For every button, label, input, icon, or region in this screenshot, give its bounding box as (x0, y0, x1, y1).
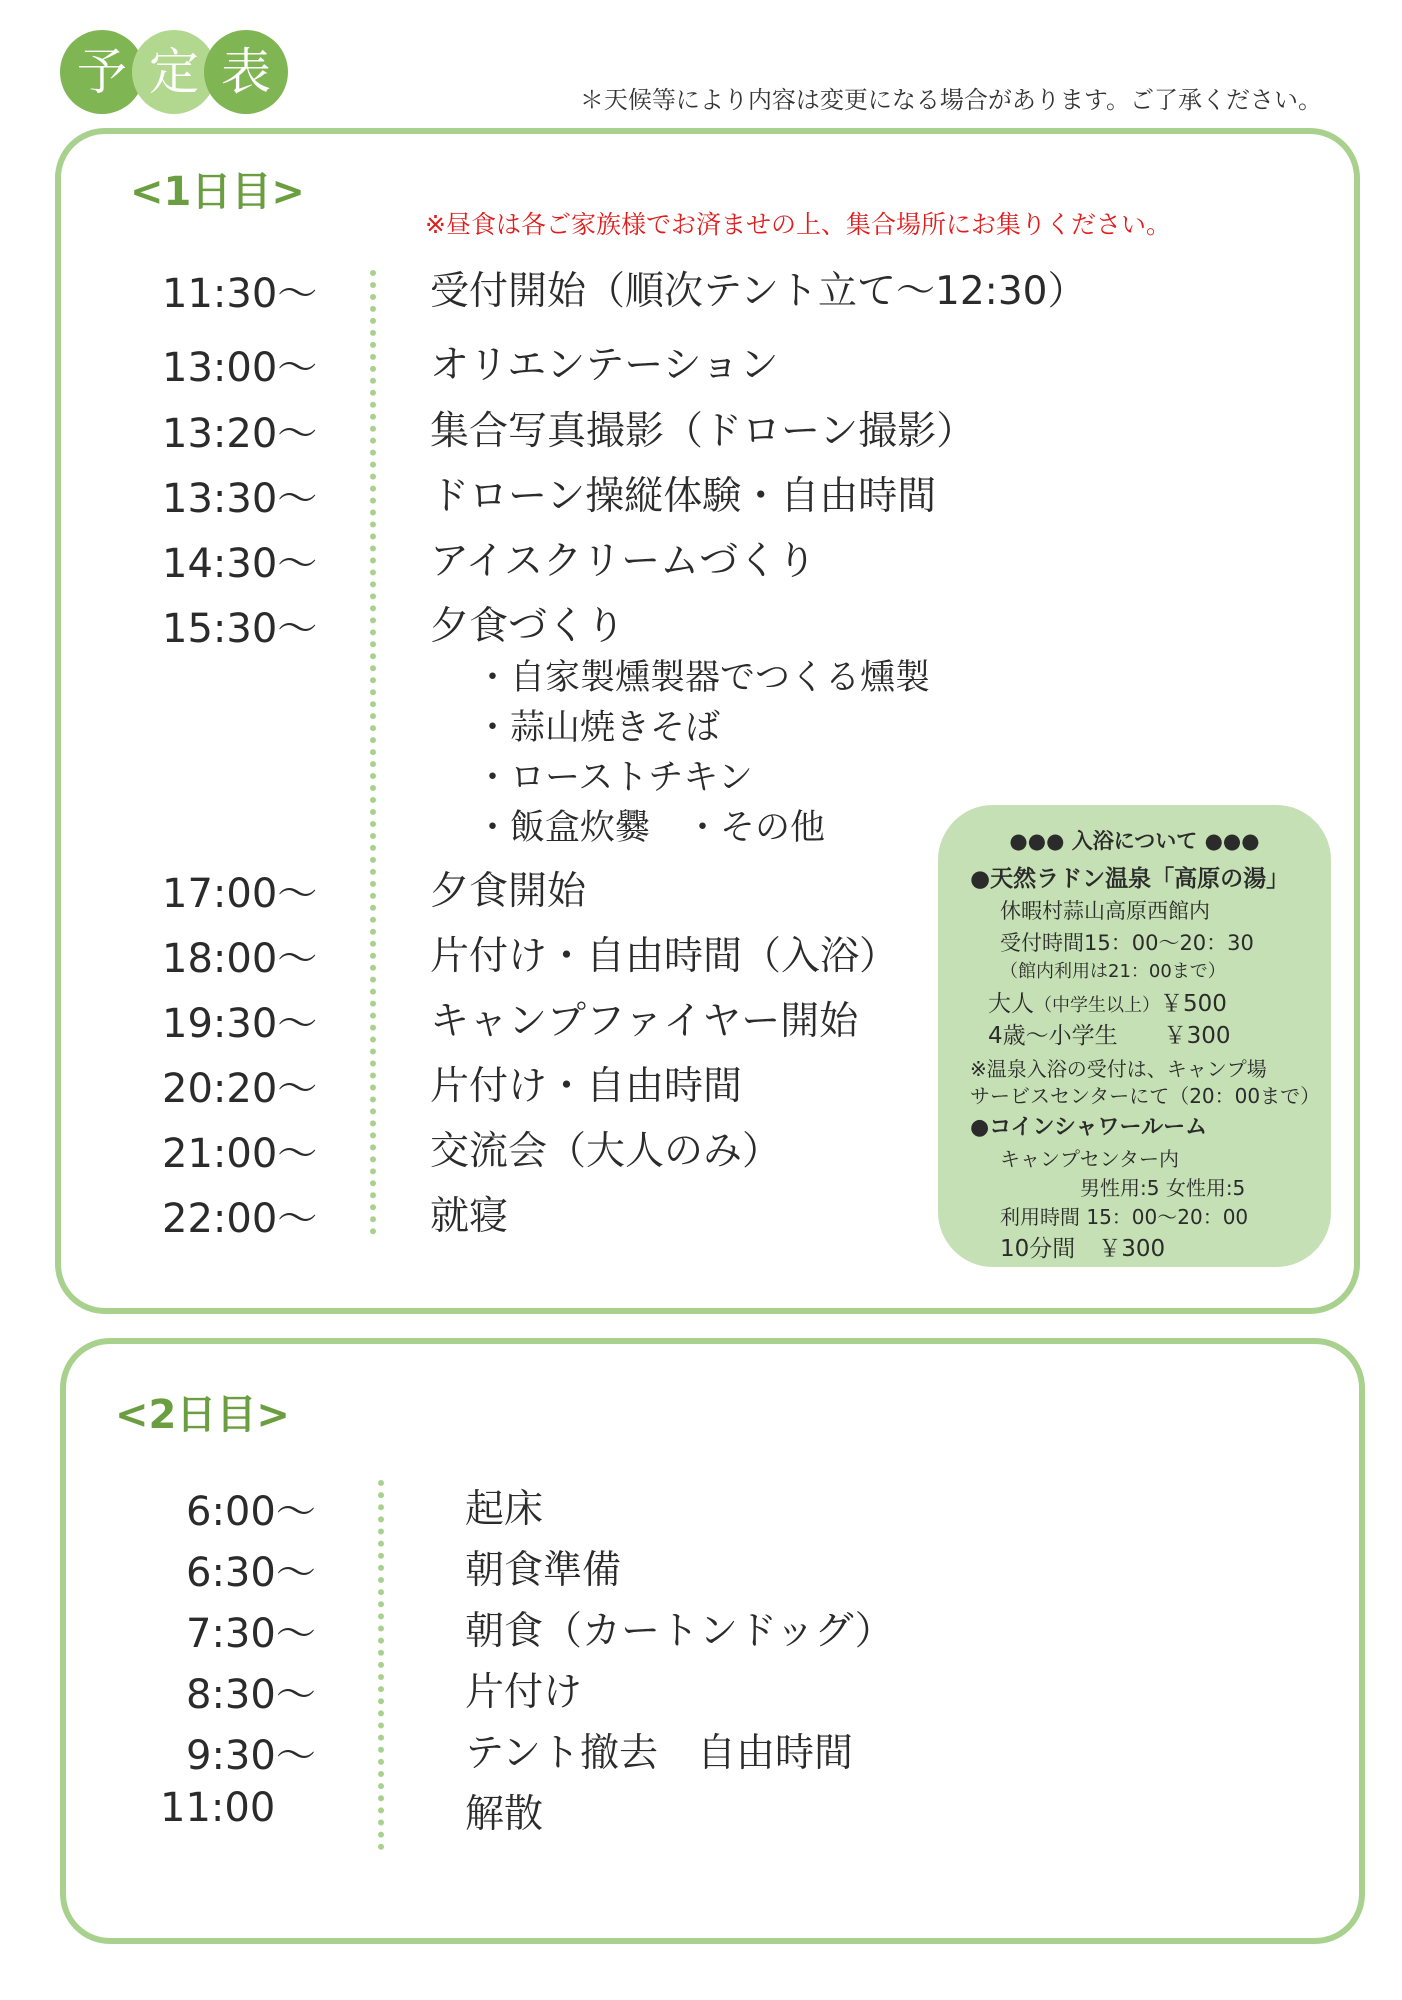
onsen-hours: 受付時間15：00〜20：30 (1000, 931, 1254, 955)
shower-hours: 利用時間 15：00〜20：00 (1000, 1205, 1249, 1229)
day1-activity: 集合写真撮影（ドローン撮影） (430, 409, 976, 454)
weather-notice: ＊天候等により内容は変更になる場合があります。ご了承ください。 (579, 86, 1322, 114)
day1-activity: 就寝 (430, 1194, 509, 1239)
shower-count: 男性用:5 女性用:5 (1080, 1176, 1246, 1200)
adult-label: 大人 (988, 991, 1034, 1017)
day1-activity: 夕食づくり (430, 604, 626, 649)
day1-activity: 受付開始（順次テント立て〜12:30） (430, 269, 1087, 314)
day1-time: 18:00〜 (162, 936, 318, 982)
day2-activity: 解散 (465, 1792, 544, 1837)
day1-time: 11:30〜 (162, 271, 318, 317)
day1-timeline-dots (370, 270, 376, 1235)
dinner-item: ・ローストチキン (475, 758, 753, 798)
day1-activity: ドローン操縦体験・自由時間 (430, 474, 937, 519)
lunch-note: ※昼食は各ご家族様でお済ませの上、集合場所にお集りください。 (425, 210, 1171, 239)
day2-time: 8:30〜 (186, 1672, 316, 1718)
day2-time: 6:30〜 (186, 1550, 316, 1596)
day2-activity: テント撤去 自由時間 (465, 1731, 854, 1776)
dinner-item: ・飯盒炊爨 ・その他 (475, 808, 826, 848)
day2-time: 9:30〜 (186, 1733, 316, 1779)
day1-activity: 片付け・自由時間（入浴） (430, 934, 899, 979)
onsen-location: 休暇村蒜山高原西館内 (1000, 899, 1210, 923)
reception-note: ※温泉入浴の受付は、キャンプ場 (970, 1057, 1267, 1081)
day2-label: <2日目> (115, 1392, 290, 1438)
adult-price (988, 985, 1227, 1018)
dinner-item: ・蒜山焼きそば (475, 708, 721, 748)
day2-time: 6:00〜 (186, 1489, 316, 1535)
title-char-3: 表 (204, 30, 288, 114)
adult-amount: ￥500 (1160, 991, 1227, 1017)
day1-activity: キャンプファイヤー開始 (430, 999, 859, 1044)
day1-activity: オリエンテーション (430, 343, 779, 388)
day1-label: <1日目> (130, 169, 305, 215)
shower-price: 10分間 ￥300 (1000, 1236, 1166, 1262)
onsen-note: （館内利用は21：00まで） (1000, 961, 1226, 982)
day2-time: 7:30〜 (186, 1611, 316, 1657)
dinner-item: ・自家製燻製器でつくる燻製 (475, 658, 931, 698)
day1-activity: 片付け・自由時間 (430, 1064, 743, 1109)
day1-time: 14:30〜 (162, 541, 318, 587)
day1-time: 20:20〜 (162, 1066, 318, 1112)
shower-heading: ●コインシャワールーム (970, 1115, 1208, 1140)
day2-time: 11:00 (160, 1785, 276, 1831)
day1-time: 13:00〜 (162, 345, 318, 391)
shower-location: キャンプセンター内 (1000, 1147, 1179, 1171)
page-title (60, 30, 300, 114)
day1-activity: 交流会（大人のみ） (430, 1129, 782, 1174)
onsen-heading: ●天然ラドン温泉「高原の湯」 (970, 866, 1290, 892)
bath-title: ●●● 入浴について ●●● (1009, 829, 1260, 853)
day1-time: 21:00〜 (162, 1131, 318, 1177)
adult-age-note: （中学生以上） (1034, 995, 1160, 1016)
day2-activity: 起床 (465, 1487, 544, 1532)
day1-time: 13:20〜 (162, 411, 318, 457)
day1-activity: アイスクリームづくり (430, 539, 817, 584)
bath-info-panel (938, 805, 1331, 1267)
day2-activity: 朝食（カートンドッグ） (465, 1609, 894, 1654)
day2-timeline-dots (378, 1480, 384, 1850)
day1-time: 22:00〜 (162, 1196, 318, 1242)
day1-activity: 夕食開始 (430, 869, 587, 914)
day2-activity: 朝食準備 (465, 1548, 622, 1593)
day1-time: 15:30〜 (162, 606, 318, 652)
day1-time: 17:00〜 (162, 871, 318, 917)
title-char-2: 定 (132, 30, 216, 114)
day2-activity: 片付け (465, 1670, 583, 1715)
title-char-1: 予 (60, 30, 144, 114)
day1-time: 19:30〜 (162, 1001, 318, 1047)
day1-time: 13:30〜 (162, 476, 318, 522)
reception-note: サービスセンターにて（20：00まで） (970, 1084, 1321, 1108)
child-price: 4歳〜小学生 ￥300 (988, 1023, 1231, 1049)
